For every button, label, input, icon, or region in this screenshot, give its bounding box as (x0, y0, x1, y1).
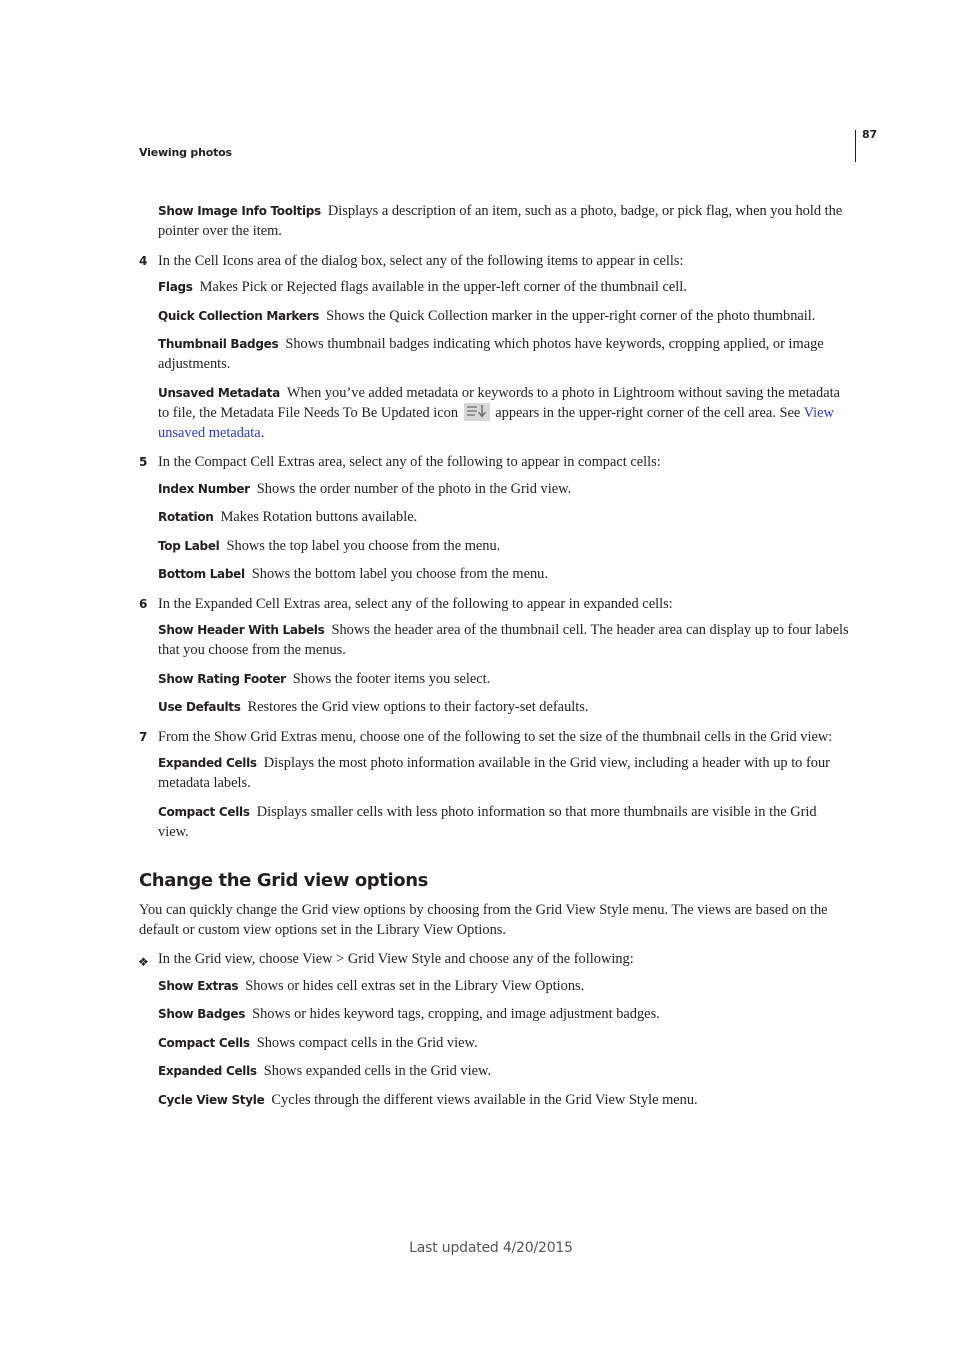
bullet-icon: ❖ (138, 955, 149, 969)
term: Index Number (158, 482, 250, 496)
description: Shows or hides cell extras set in the Library View Options. (245, 978, 585, 994)
term: Top Label (158, 539, 220, 553)
view-unsaved-metadata-link[interactable]: View unsaved metadata (158, 405, 834, 441)
header-divider (855, 130, 856, 162)
definition-expanded-cells (158, 753, 850, 793)
step-number: 7 (139, 730, 148, 744)
term: Flags (158, 280, 193, 294)
bullet-text: In the Grid view, choose View > Grid View Style and choose any of the following: (158, 951, 634, 967)
definition-tooltips (158, 201, 850, 241)
step-text: In the Compact Cell Extras area, select any of the following to appear in compact cells: (158, 454, 661, 470)
step-number: 5 (139, 455, 148, 469)
definition-thumbnail-badges (158, 334, 850, 374)
description: Makes Pick or Rejected flags available in the upper-left corner of the thumbnail cell. (199, 279, 687, 295)
footer-last-updated: Last updated 4/20/2015 (409, 1240, 573, 1256)
page-number: 87 (862, 128, 877, 141)
step-number: 6 (139, 597, 148, 611)
section-heading: Change the Grid view options (139, 870, 428, 891)
description: Shows the bottom label you choose from the menu. (251, 566, 548, 582)
period: . (260, 425, 265, 441)
section-intro: You can quickly change the Grid view options by choosing from the Grid View Style menu. The views are based on the default or custom view options set in the Library View Options. (139, 902, 828, 938)
definition-top-label (158, 536, 850, 556)
definition-show-header (158, 620, 850, 660)
description: Shows the header area of the thumbnail cell. The header area can display up to four labels that you choose from the menus. (158, 622, 849, 658)
term: Show Badges (158, 1007, 246, 1021)
definition-rotation (158, 507, 850, 527)
description: Shows the top label you choose from the menu. (226, 538, 501, 554)
definition-cycle-view-style (158, 1090, 850, 1110)
definition-quick-collection (158, 306, 850, 326)
term: Bottom Label (158, 567, 245, 581)
term: Thumbnail Badges (158, 337, 279, 351)
description: Displays a description of an item, such as a photo, badge, or pick flag, when you hold the pointer over the item. (158, 203, 843, 239)
description: Shows the footer items you select. (292, 671, 491, 687)
step-number: 4 (139, 254, 148, 268)
definition-flags (158, 277, 850, 297)
definition-compact-cells (158, 802, 850, 842)
definition-unsaved-metadata (158, 383, 850, 443)
term: Show Extras (158, 979, 239, 993)
term: Expanded Cells (158, 756, 257, 770)
description: Shows thumbnail badges indicating which photos have keywords, cropping applied, or image adjustments. (158, 336, 824, 372)
definition-bottom-label (158, 564, 850, 584)
description: When you’ve added metadata or keywords to a photo in Lightroom without saving the metadata to file, the Metadata File Needs To Be Updated icon (158, 385, 840, 421)
step-text: From the Show Grid Extras menu, choose one of the following to set the size of the thumbnail cells in the Grid view: (158, 729, 833, 745)
description: Shows or hides keyword tags, cropping, and image adjustment badges. (252, 1006, 660, 1022)
term: Cycle View Style (158, 1093, 265, 1107)
term: Quick Collection Markers (158, 309, 320, 323)
term: Show Image Info Tooltips (158, 204, 321, 218)
description: Restores the Grid view options to their factory-set defaults. (247, 699, 589, 715)
metadata-update-icon (464, 403, 490, 421)
description: Shows expanded cells in the Grid view. (263, 1063, 492, 1079)
description: Displays smaller cells with less photo information so that more thumbnails are visible in the Grid view. (158, 804, 817, 840)
definition-show-extras (158, 976, 850, 996)
description-cont: appears in the upper-right corner of the cell area. See (495, 405, 801, 421)
description: Displays the most photo information available in the Grid view, including a header with up to four metadata labels. (158, 755, 830, 791)
definition-rating-footer (158, 669, 850, 689)
step-text: In the Cell Icons area of the dialog box, select any of the following items to appear in cells: (158, 253, 684, 269)
definition-compact-cells-2 (158, 1033, 850, 1053)
term: Expanded Cells (158, 1064, 257, 1078)
term: Show Header With Labels (158, 623, 325, 637)
definition-index-number (158, 479, 850, 499)
step-text: In the Expanded Cell Extras area, select any of the following to appear in expanded cells: (158, 596, 673, 612)
running-header: Viewing photos (139, 146, 232, 159)
term: Compact Cells (158, 805, 250, 819)
term: Use Defaults (158, 700, 241, 714)
description: Shows the Quick Collection marker in the upper-right corner of the photo thumbnail. (326, 308, 816, 324)
description: Cycles through the different views available in the Grid View Style menu. (271, 1092, 698, 1108)
description: Shows compact cells in the Grid view. (256, 1035, 478, 1051)
description: Makes Rotation buttons available. (220, 509, 418, 525)
description: Shows the order number of the photo in the Grid view. (256, 481, 572, 497)
definition-expanded-cells-2 (158, 1061, 850, 1081)
definition-show-badges (158, 1004, 850, 1024)
term: Compact Cells (158, 1036, 250, 1050)
term: Show Rating Footer (158, 672, 286, 686)
definition-use-defaults (158, 697, 850, 717)
term: Rotation (158, 510, 214, 524)
term: Unsaved Metadata (158, 386, 280, 400)
